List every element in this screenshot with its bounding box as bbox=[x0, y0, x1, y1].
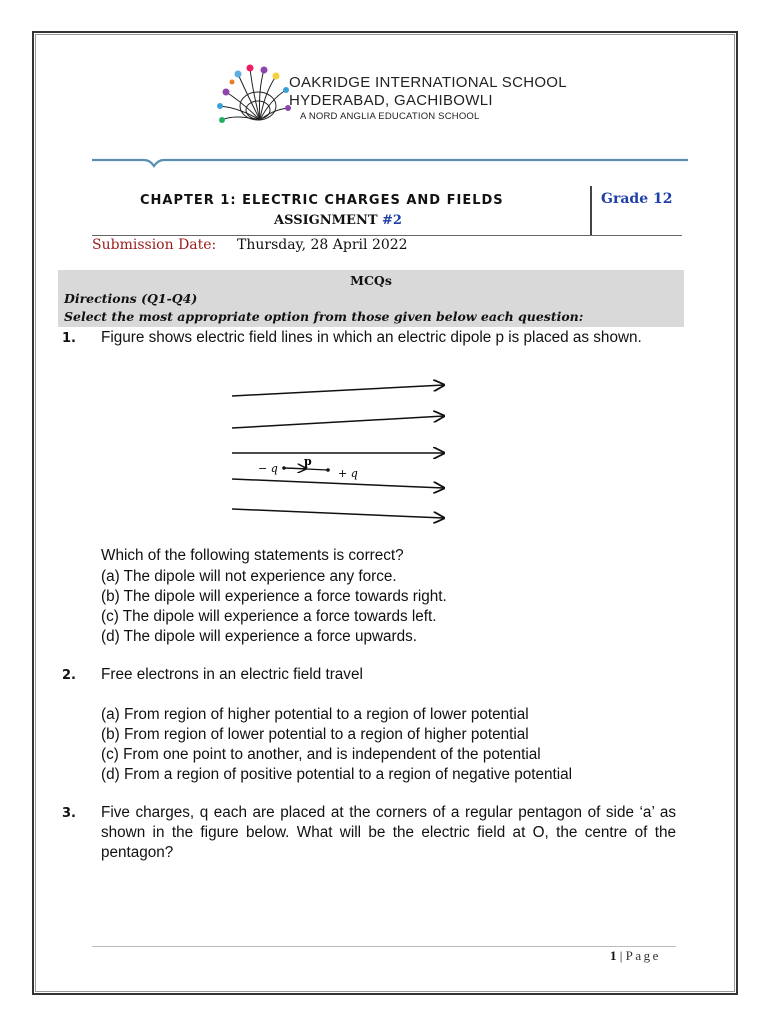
question-text: Free electrons in an electric field travel bbox=[101, 666, 363, 683]
submission-date: Thursday, 28 April 2022 bbox=[237, 237, 408, 253]
assignment-title bbox=[274, 213, 402, 228]
page-footer bbox=[610, 948, 661, 964]
question-text: Figure shows electric field lines in which an electric dipole p is placed as shown. bbox=[101, 329, 642, 346]
question-text: Five charges, q each are placed at the corners of a regular pentagon of side ‘a’ as shown in the figure below. What will be the electric field at O, the centre of the pentagon? bbox=[101, 804, 676, 861]
option-a: (a) The dipole will not experience any force. bbox=[101, 568, 397, 585]
header-divider bbox=[92, 152, 688, 172]
option-d: (d) From a region of positive potential to a region of negative potential bbox=[101, 766, 573, 783]
assignment-label: ASSIGNMENT bbox=[274, 213, 383, 228]
field-lines-figure bbox=[226, 374, 456, 534]
field-line bbox=[232, 479, 444, 488]
school-name: OAKRIDGE INTERNATIONAL SCHOOL bbox=[289, 74, 567, 91]
directions-text: Select the most appropriate option from those given below each question: bbox=[64, 309, 584, 324]
title-underline bbox=[92, 235, 682, 236]
page-word: Page bbox=[625, 948, 661, 963]
page-number: 1 bbox=[610, 948, 617, 963]
submission-label: Submission Date: bbox=[92, 237, 217, 253]
section-heading: MCQs bbox=[350, 273, 392, 288]
directions-title: Directions (Q1-Q4) bbox=[64, 291, 198, 306]
question-number: 1. bbox=[62, 331, 76, 346]
field-line bbox=[232, 416, 444, 428]
option-c: (c) From one point to another, and is independent of the potential bbox=[101, 746, 541, 763]
question-prompt: Which of the following statements is correct? bbox=[101, 547, 404, 564]
title-separator bbox=[590, 186, 592, 236]
question-number: 2. bbox=[62, 668, 76, 683]
option-a: (a) From region of higher potential to a region of lower potential bbox=[101, 706, 529, 723]
option-b: (b) From region of lower potential to a region of higher potential bbox=[101, 726, 529, 743]
dipole-label: p bbox=[304, 455, 312, 468]
dipole-arrow bbox=[286, 468, 306, 469]
page-separator: | bbox=[616, 948, 626, 963]
school-location: HYDERABAD, GACHIBOWLI bbox=[289, 92, 493, 109]
footer-divider bbox=[92, 946, 676, 947]
school-tagline: A NORD ANGLIA EDUCATION SCHOOL bbox=[300, 111, 480, 122]
option-b: (b) The dipole will experience a force towards right. bbox=[101, 588, 447, 605]
field-line bbox=[232, 509, 444, 518]
positive-charge-label: + q bbox=[338, 467, 358, 480]
assignment-number: #2 bbox=[382, 213, 402, 228]
chapter-title: CHAPTER 1: ELECTRIC CHARGES AND FIELDS bbox=[140, 193, 504, 208]
option-d: (d) The dipole will experience a force upwards. bbox=[101, 628, 418, 645]
negative-charge-dot bbox=[282, 466, 286, 470]
grade-label: Grade 12 bbox=[601, 191, 673, 207]
negative-charge-label: − q bbox=[258, 462, 278, 475]
question-number: 3. bbox=[62, 806, 76, 821]
positive-charge-dot bbox=[326, 468, 330, 472]
directions-box bbox=[58, 270, 684, 327]
option-c: (c) The dipole will experience a force towards left. bbox=[101, 608, 437, 625]
field-line bbox=[232, 385, 444, 396]
school-logo bbox=[212, 62, 292, 130]
